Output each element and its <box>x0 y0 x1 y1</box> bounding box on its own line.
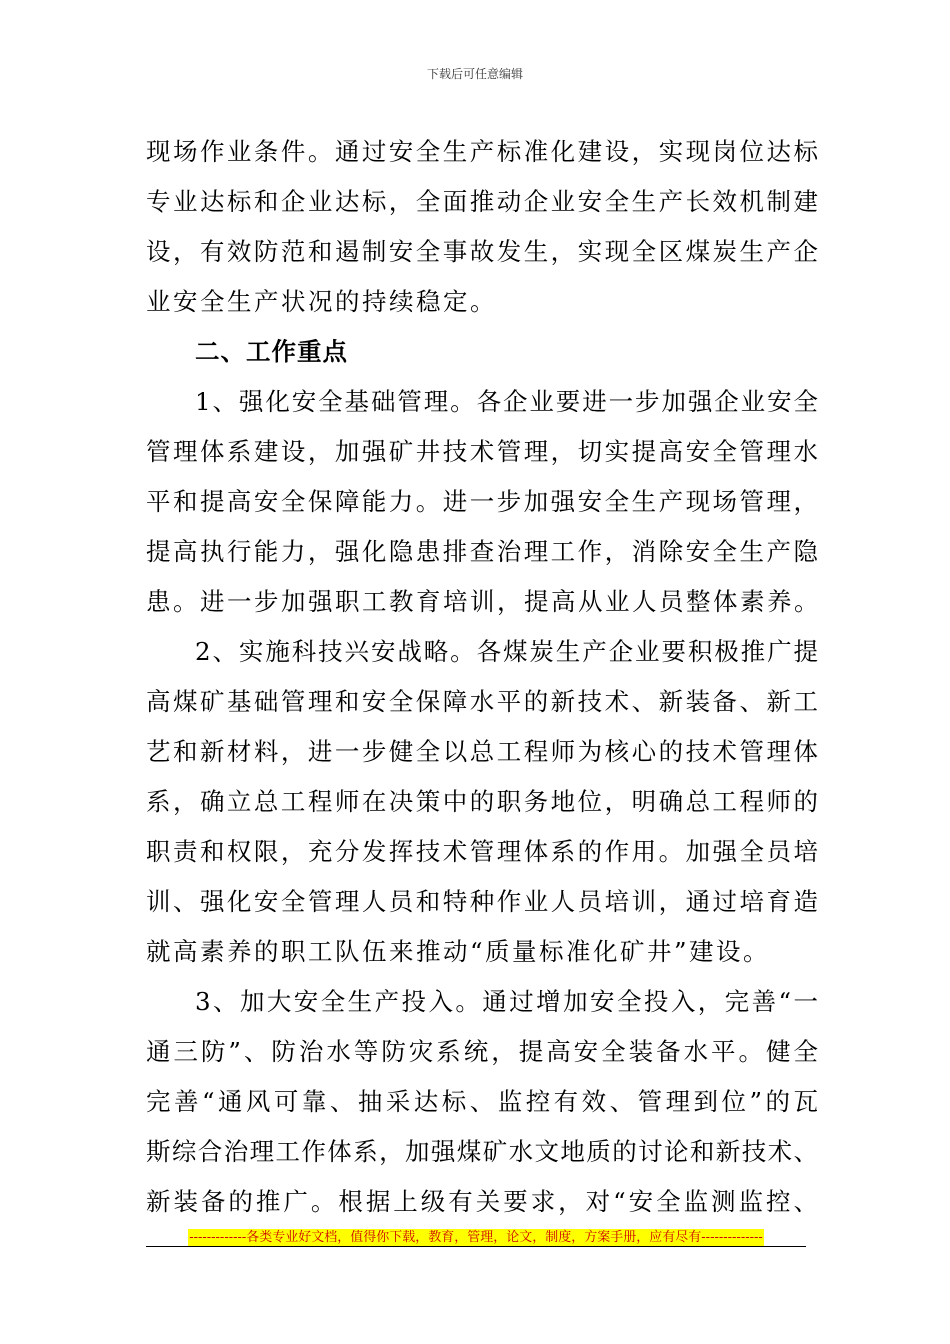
paragraph-line: 业安全生产状况的持续稳定。 <box>146 287 497 316</box>
paragraph-line: 系，确立总工程师在决策中的职务地位，明确总工程师的 <box>146 787 818 816</box>
paragraph-line: 提高执行能力，强化隐患排查治理工作，消除安全生产隐 <box>146 537 818 566</box>
paragraph-line: 完善“通风可靠、抽采达标、监控有效、管理到位”的瓦 <box>146 1087 818 1116</box>
paragraph-line: 现场作业条件。通过安全生产标准化建设，实现岗位达标 <box>146 137 818 166</box>
paragraph-line: 1、强化安全基础管理。各企业要进一步加强企业安全 <box>195 387 818 416</box>
paragraph-line: 艺和新材料，进一步健全以总工程师为核心的技术管理体 <box>146 737 818 766</box>
section-heading: 二、工作重点 <box>195 337 348 366</box>
footer-banner: -------------各类专业好文档，值得你下载，教育，管理，论文，制度，方案手册，应有尽有-------------- <box>189 1230 763 1245</box>
paragraph-line: 2、实施科技兴安战略。各煤炭生产企业要积极推广提 <box>195 637 818 666</box>
paragraph-line: 专业达标和企业达标，全面推动企业安全生产长效机制建 <box>146 187 818 216</box>
paragraph-line: 患。进一步加强职工教育培训，提高从业人员整体素养。 <box>146 587 821 616</box>
page-footer <box>146 1226 806 1246</box>
document-body <box>146 127 821 1227</box>
paragraph-line: 管理体系建设，加强矿井技术管理，切实提高安全管理水 <box>146 437 818 466</box>
paragraph-line: 设，有效防范和遏制安全事故发生，实现全区煤炭生产企 <box>146 237 818 266</box>
footer-divider <box>146 1246 806 1247</box>
paragraph-line: 高煤矿基础管理和安全保障水平的新技术、新装备、新工 <box>146 687 818 716</box>
paragraph-line: 3、加大安全生产投入。通过增加安全投入，完善“一 <box>195 987 818 1016</box>
paragraph-line: 职责和权限，充分发挥技术管理体系的作用。加强全员培 <box>146 837 818 866</box>
paragraph-line: 就高素养的职工队伍来推动“质量标准化矿井”建设。 <box>146 937 771 966</box>
paragraph-line: 平和提高安全保障能力。进一步加强安全生产现场管理， <box>146 487 818 516</box>
paragraph-line: 通三防”、防治水等防灾系统，提高安全装备水平。健全 <box>146 1037 818 1066</box>
paragraph-line: 新装备的推广。根据上级有关要求，对“安全监测监控、 <box>146 1187 818 1216</box>
paragraph-line: 训、强化安全管理人员和特种作业人员培训，通过培育造 <box>146 887 818 916</box>
paragraph-line: 斯综合治理工作体系，加强煤矿水文地质的讨论和新技术、 <box>146 1137 818 1166</box>
page-header: 下载后可任意编辑 <box>426 67 523 81</box>
